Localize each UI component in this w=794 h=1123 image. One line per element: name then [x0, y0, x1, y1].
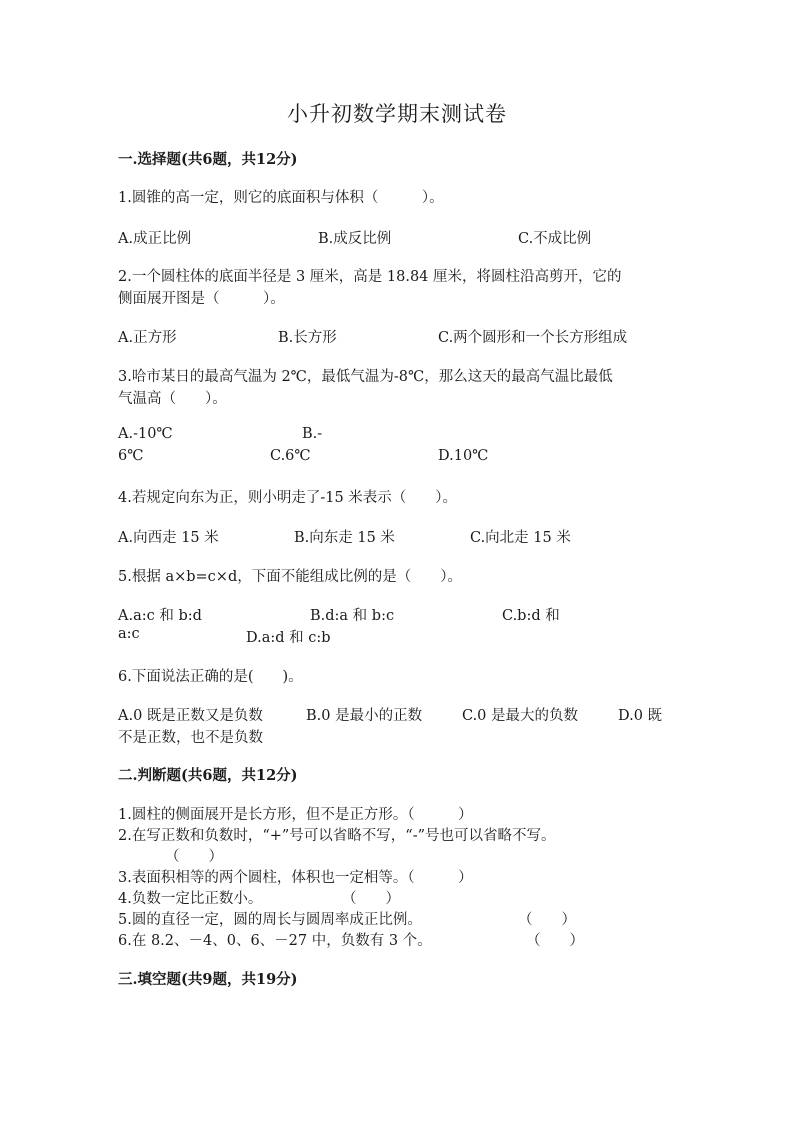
question-5-option-c: C.b:d 和	[502, 608, 560, 624]
judge-2-blank: （ ）	[165, 849, 223, 865]
question-5-stem: 5.根据 a×b=c×d，下面不能组成比例的是（ ）。	[118, 569, 462, 585]
question-3-option-a: A.-10℃	[118, 426, 173, 442]
question-2-stem-line2: 侧面展开图是（ ）。	[118, 291, 285, 307]
question-3-option-b: B.-	[302, 426, 323, 442]
judge-1: 1.圆柱的侧面展开是长方形，但不是正方形。（ ）	[118, 807, 473, 823]
judge-3: 3.表面积相等的两个圆柱，体积也一定相等。（ ）	[118, 870, 473, 886]
question-6-option-b: B.0 是最小的正数	[306, 708, 423, 724]
question-5-option-b: B.d:a 和 b:c	[310, 608, 395, 624]
question-3-stem-line1: 3.哈市某日的最高气温为 2℃，最低气温为-8℃，那么这天的最高气温比最低	[118, 369, 613, 385]
question-5-option-a: A.a:c 和 b:d	[118, 608, 202, 624]
question-2-option-a: A.正方形	[118, 330, 177, 346]
judge-2: 2.在写正数和负数时，“+”号可以省略不写，“-”号也可以省略不写。	[118, 828, 556, 844]
section-fill-heading: 三.填空题(共9题，共19分)	[118, 971, 298, 988]
question-6-option-a: A.0 既是正数又是负数	[118, 708, 263, 724]
judge-6-blank: （ ）	[526, 933, 584, 949]
question-2-option-b: B.长方形	[278, 330, 337, 346]
question-5-option-c-cont: a:c	[118, 626, 140, 642]
question-1-option-c: C.不成比例	[518, 231, 592, 247]
question-6-option-c: C.0 是最大的负数	[462, 708, 579, 724]
question-1-stem: 1.圆锥的高一定，则它的底面积与体积（ ）。	[118, 190, 444, 206]
section-choice-heading: 一.选择题(共6题，共12分)	[118, 151, 298, 168]
judge-4-blank: （ ）	[342, 891, 400, 907]
judge-5-blank: （ ）	[518, 912, 576, 928]
question-1-option-a: A.成正比例	[118, 231, 192, 247]
judge-6: 6.在 8.2、－4、0、6、－27 中，负数有 3 个。	[118, 933, 432, 949]
question-3-option-d: D.10℃	[438, 448, 489, 464]
question-2-stem-line1: 2.一个圆柱体的底面半径是 3 厘米，高是 18.84 厘米，将圆柱沿高剪开，它的	[118, 269, 622, 285]
question-6-stem: 6.下面说法正确的是( )。	[118, 669, 303, 685]
question-4-stem: 4.若规定向东为正，则小明走了-15 米表示（ ）。	[118, 490, 458, 506]
question-4-option-b: B.向东走 15 米	[294, 530, 395, 546]
question-5-option-d: D.a:d 和 c:b	[246, 630, 331, 646]
page-title: 小升初数学期末测试卷	[287, 102, 507, 126]
question-1-option-b: B.成反比例	[318, 231, 392, 247]
question-3-option-b-cont: 6℃	[118, 448, 144, 464]
section-judge-heading: 二.判断题(共6题，共12分)	[118, 767, 298, 784]
question-6-option-d-cont: 不是正数，也不是负数	[118, 730, 263, 746]
judge-5: 5.圆的直径一定，圆的周长与圆周率成正比例。	[118, 912, 422, 928]
judge-4: 4.负数一定比正数小。	[118, 891, 263, 907]
question-3-option-c: C.6℃	[270, 448, 311, 464]
question-6-option-d: D.0 既	[618, 708, 663, 724]
question-3-stem-line2: 气温高（ ）。	[118, 391, 227, 407]
question-4-option-a: A.向西走 15 米	[118, 530, 219, 546]
question-4-option-c: C.向北走 15 米	[470, 530, 571, 546]
question-2-option-c: C.两个圆形和一个长方形组成	[438, 330, 628, 346]
